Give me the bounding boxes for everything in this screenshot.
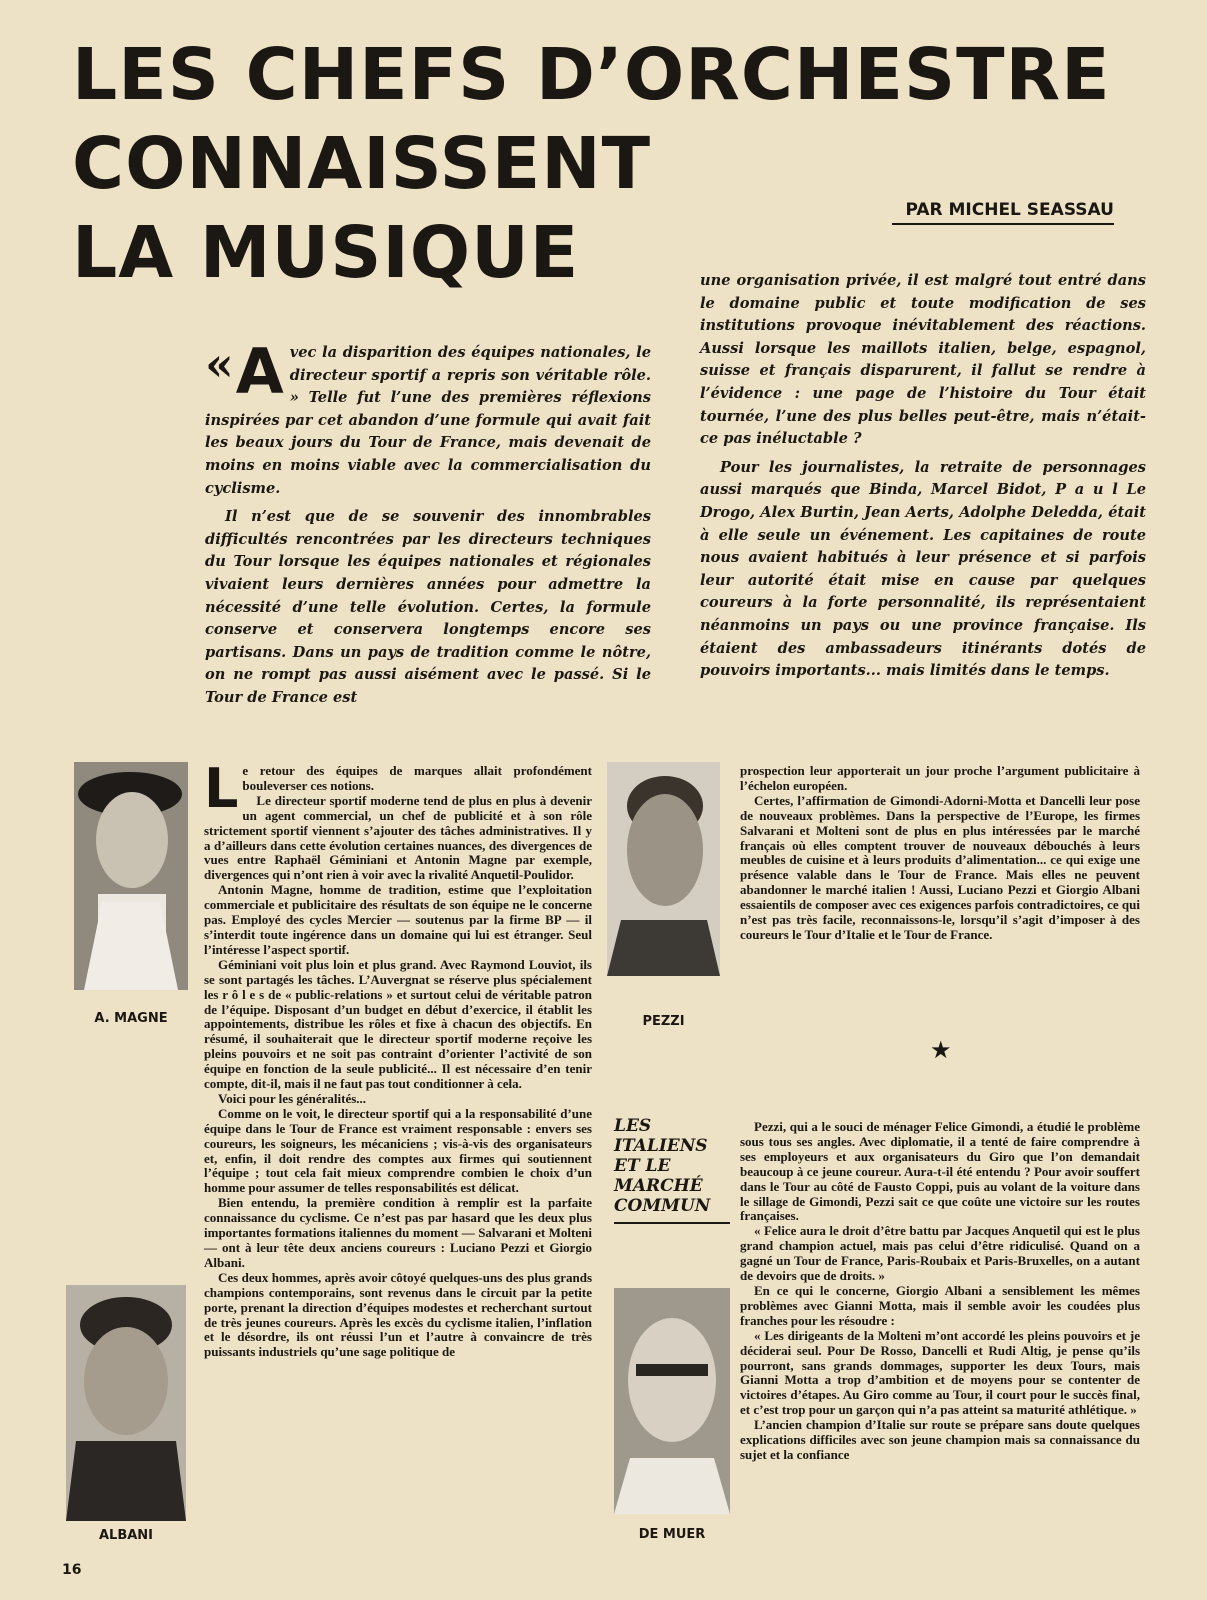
col3-paragraph-2: « Felice aura le droit d’être battu par Jacques Anquetil qui est le plus grand champion actuel, mais pas celui d’être ridiculisé. Quand on a gagné un Tour de France, Paris-Roubaix et Paris-Bruxelles, on a autant de devoirs que de droits. »	[740, 1223, 1140, 1284]
headline-line-2: CONNAISSENT	[72, 122, 652, 205]
side-heading-line-5: COMMUN	[614, 1196, 711, 1216]
photo-albani	[66, 1285, 186, 1521]
portrait-magne-image	[74, 762, 188, 990]
page-number: 16	[62, 1562, 82, 1578]
caption-pezzi: PEZZI	[642, 1014, 685, 1029]
portrait-de-muer-image	[614, 1288, 730, 1514]
side-heading-line-4: MARCHÉ	[614, 1176, 703, 1196]
photo-magne	[74, 762, 188, 990]
col1-text-1: e retour des équipes de marques allait profondément bouleverser ces notions.	[242, 763, 592, 793]
col3-paragraph-4: « Les dirigeants de la Molteni m’ont accordé les pleins pouvoirs et je déciderai seul. Pour De Rosso, Dancelli et Rudi Altig, je pense qu’ils pourront, sans grands dommages, supporter les deux Tours, mais Gianni Motta a trop d’ambition et de moyens pour se contenter de victoires d’étapes. Au Giro comme au Tour, il court pour le succès final, et c’est trop pour un garçon qui n’a pas atteint sa maturité athlétique. »	[740, 1327, 1140, 1418]
col3-paragraph-1: Pezzi, qui a le souci de ménager Felice Gimondi, a étudié le problème sous tous ses angles. Avec diplomatie, il a tenté de faire comprendre à ses employeurs et aux organisateurs du Giro que l’on demandait beaucoup à ce jeune coureur. Aura-t-il été entendu ? Pour avoir souffert dans le Tour au côté de Fausto Coppi, puis au volant de la voiture dans le sillage de Gimondi, Pezzi sait ce que coûte une victoire sur les routes françaises.	[740, 1119, 1140, 1224]
col1-paragraph-6: Comme on le voit, le directeur sportif qui a la responsabilité d’une équipe dans le Tour de France est vraiment responsable : envers ses coureurs, les soigneurs, les mécaniciens ; vis-à-vis des organisateurs et, enfin, il doit rendre des comptes aux firmes qui soutiennent l’équipe ; tout cela fait mieux comprendre combien le choix d’un homme pour assumer de telles responsabilités est délicat.	[204, 1105, 592, 1196]
portrait-pezzi-image	[607, 762, 720, 976]
intro-paragraph-4: Pour les journalistes, la retraite de personnages aussi marqués que Binda, Marcel Bidot, P a u l Le Drogo, Alex Burtin, Jean Aerts, Adolphe Deledda, était à elle seule un événement. Les capitaines de route nous avaient habitués à leur présence et si parfois leur autorité était mise en cause par quelques coureurs à la forte personnalité, ils représentaient néanmoins un pays ou une province française. Ils étaient des ambassadeurs itinérants dotés de pouvoirs importants... mais limités dans le temps.	[700, 458, 1146, 680]
intro-text-1: vec la disparition des équipes nationales, le directeur sportif a repris son véritable rôle. » Telle fut l’une des premières réflexions inspirées par cet abandon d’une formule qui avait fait les beaux jours du Tour de France, mais devenait de moins en moins viable avec la commercialisation du cyclisme.	[205, 344, 651, 497]
byline: PAR MICHEL SEASSAU	[892, 200, 1114, 225]
col1-paragraph-8: Ces deux hommes, après avoir côtoyé quelques-uns des plus grands champions contemporains, sont revenus dans le circuit par la petite porte, prenant la direction d’équipes modestes et recherchant surtout de très jeunes coureurs. Après les excès du cyclisme italien, l’inflation et le désordre, ils ont réussi l’un et l’autre à convaincre de très puissants industriels qu’une sage politique de	[204, 1269, 592, 1360]
side-heading	[614, 1116, 730, 1224]
col1-paragraph-4: Géminiani voit plus loin et plus grand. Avec Raymond Louviot, ils se sont partagés les tâches. L’Auvergnat se réserve plus spécialement les r ô l e s de « public-relations » et surtout celui de véritable patron de l’équipe. Disposant d’un budget en début d’exercice, il établit les appointements, distribue les rôles et fixe à chacun des objectifs. En résumé, il souhaiterait que le directeur sportif moderne reçoive les pleins pouvoirs et ne soit pas contraint d’orienter l’activité de son équipe en fonction de la seule publicité... Il est nécessaire d’en tenir compte, dit-il, mais il ne faut pas tout conditionner à cela.	[204, 956, 592, 1092]
side-heading-line-3: ET LE	[614, 1156, 671, 1176]
photo-de-muer	[614, 1288, 730, 1514]
col1-paragraph-5: Voici pour les généralités...	[218, 1090, 367, 1106]
col1-paragraph-3: Antonin Magne, homme de tradition, estime que l’exploitation commerciale et publicitaire des résultats de son équipe ne le concerne pas. Employé des cycles Mercier — soutenus par la firme BP — il s’interdit toute ingérence dans un domaine qui lui est étranger. Seul l’intéresse l’aspect sportif.	[204, 882, 592, 957]
headline	[72, 30, 1152, 297]
opening-quote-mark: «	[205, 337, 234, 391]
caption-magne: A. MAGNE	[94, 1011, 168, 1026]
col3-paragraph-5: L’ancien champion d’Italie sur route se prépare sans doute quelques explications difficiles avec son jeune champion mais sa connaissance du sujet et la confiance	[740, 1417, 1140, 1462]
col1-paragraph-2: Le directeur sportif moderne tend de plus en plus à devenir un agent commercial, un chef de publicité et à son rôle strictement sportif viennent s’ajouter des tâches administratives. Il y a d’ailleurs dans cette évolution certaines nuances, des divergences de vues entre Raphaël Géminiani et Antonin Magne par exemple, divergences qui n’ont rien à voir avec la rivalité Anquetil-Poulidor.	[204, 792, 592, 883]
intro-right-column	[700, 270, 1146, 683]
portrait-albani-image	[66, 1285, 186, 1521]
side-heading-line-2: ITALIENS	[614, 1136, 708, 1156]
body-column-1	[204, 757, 592, 1360]
drop-cap-l: L	[204, 757, 239, 820]
body-column-3	[740, 1120, 1140, 1463]
section-star: ★	[930, 1037, 952, 1064]
caption-albani: ALBANI	[98, 1528, 154, 1543]
col2-paragraph-1: prospection leur apporterait un jour proche l’argument publicitaire à l’échelon européen.	[740, 763, 1140, 793]
headline-line-1: LES CHEFS D’ORCHESTRE	[72, 33, 1111, 116]
intro-paragraph-2: Il n’est que de se souvenir des innombrables difficultés rencontrées par les directeurs techniques du Tour lorsque les équipes nationales et régionales vivaient leurs dernières années pour admettre la nécessité d’une telle évolution. Certes, la formule conserve et conservera longtemps encore ses partisans. Dans un pays de tradition comme le nôtre, on ne rompt pas aussi aisément avec le passé. Si le Tour de France est	[205, 508, 651, 706]
intro-paragraph-1	[205, 335, 651, 500]
body-column-2	[740, 764, 1140, 943]
headline-line-3: LA MUSIQUE	[72, 211, 580, 294]
drop-cap-a: A	[235, 335, 284, 408]
photo-pezzi	[607, 762, 720, 976]
caption-de-muer: DE MUER	[638, 1527, 706, 1542]
col1-paragraph-7: Bien entendu, la première condition à remplir est la parfaite connaissance du cyclisme. Ce n’est pas par hasard que les deux plus importantes formations italiennes du moment — Salvarani et Molteni — ont à leur tête deux anciens coureurs : Luciano Pezzi et Giorgio Albani.	[204, 1195, 592, 1270]
col1-paragraph-1	[204, 757, 592, 820]
col2-paragraph-2: Certes, l’affirmation de Gimondi-Adorni-Motta et Dancelli leur pose de nouveaux problèmes. Dans la perspective de l’Europe, les firmes Salvarani et Molteni sont de plus en plus intéressées par le marché français où elles comptent trouver de nouveaux débouchés à leurs meubles de cuisine et à leurs produits d’alimentation... ce qui exige une présence valable dans le Tour de France. Mais elles ne peuvent abandonner le marché italien ! Aussi, Luciano Pezzi et Giorgio Albani essaientils de composer avec ces exigences parfois contradictoires, ce qui n’est pas très facile, reconnaissons-le, lorsqu’il s’agit d’imposer à des coureurs le Tour d’Italie et le Tour de France.	[740, 792, 1140, 942]
intro-paragraph-3: une organisation privée, il est malgré tout entré dans le domaine public et toute modification de ses institutions provoque inévitablement des réactions. Aussi lorsque les maillots italien, belge, espagnol, suisse et français disparurent, il fallut se rendre à l’évidence : une page de l’histoire du Tour était tournée, l’une des plus belles peut-être, mais n’était-ce pas inéluctable ?	[700, 272, 1146, 448]
intro-left-column	[205, 335, 651, 710]
col3-paragraph-3: En ce qui le concerne, Giorgio Albani a sensiblement les mêmes problèmes avec Gianni Motta, mais il semble avoir les coudées plus franches pour les résoudre :	[740, 1282, 1140, 1328]
side-heading-line-1: LES	[614, 1116, 652, 1136]
